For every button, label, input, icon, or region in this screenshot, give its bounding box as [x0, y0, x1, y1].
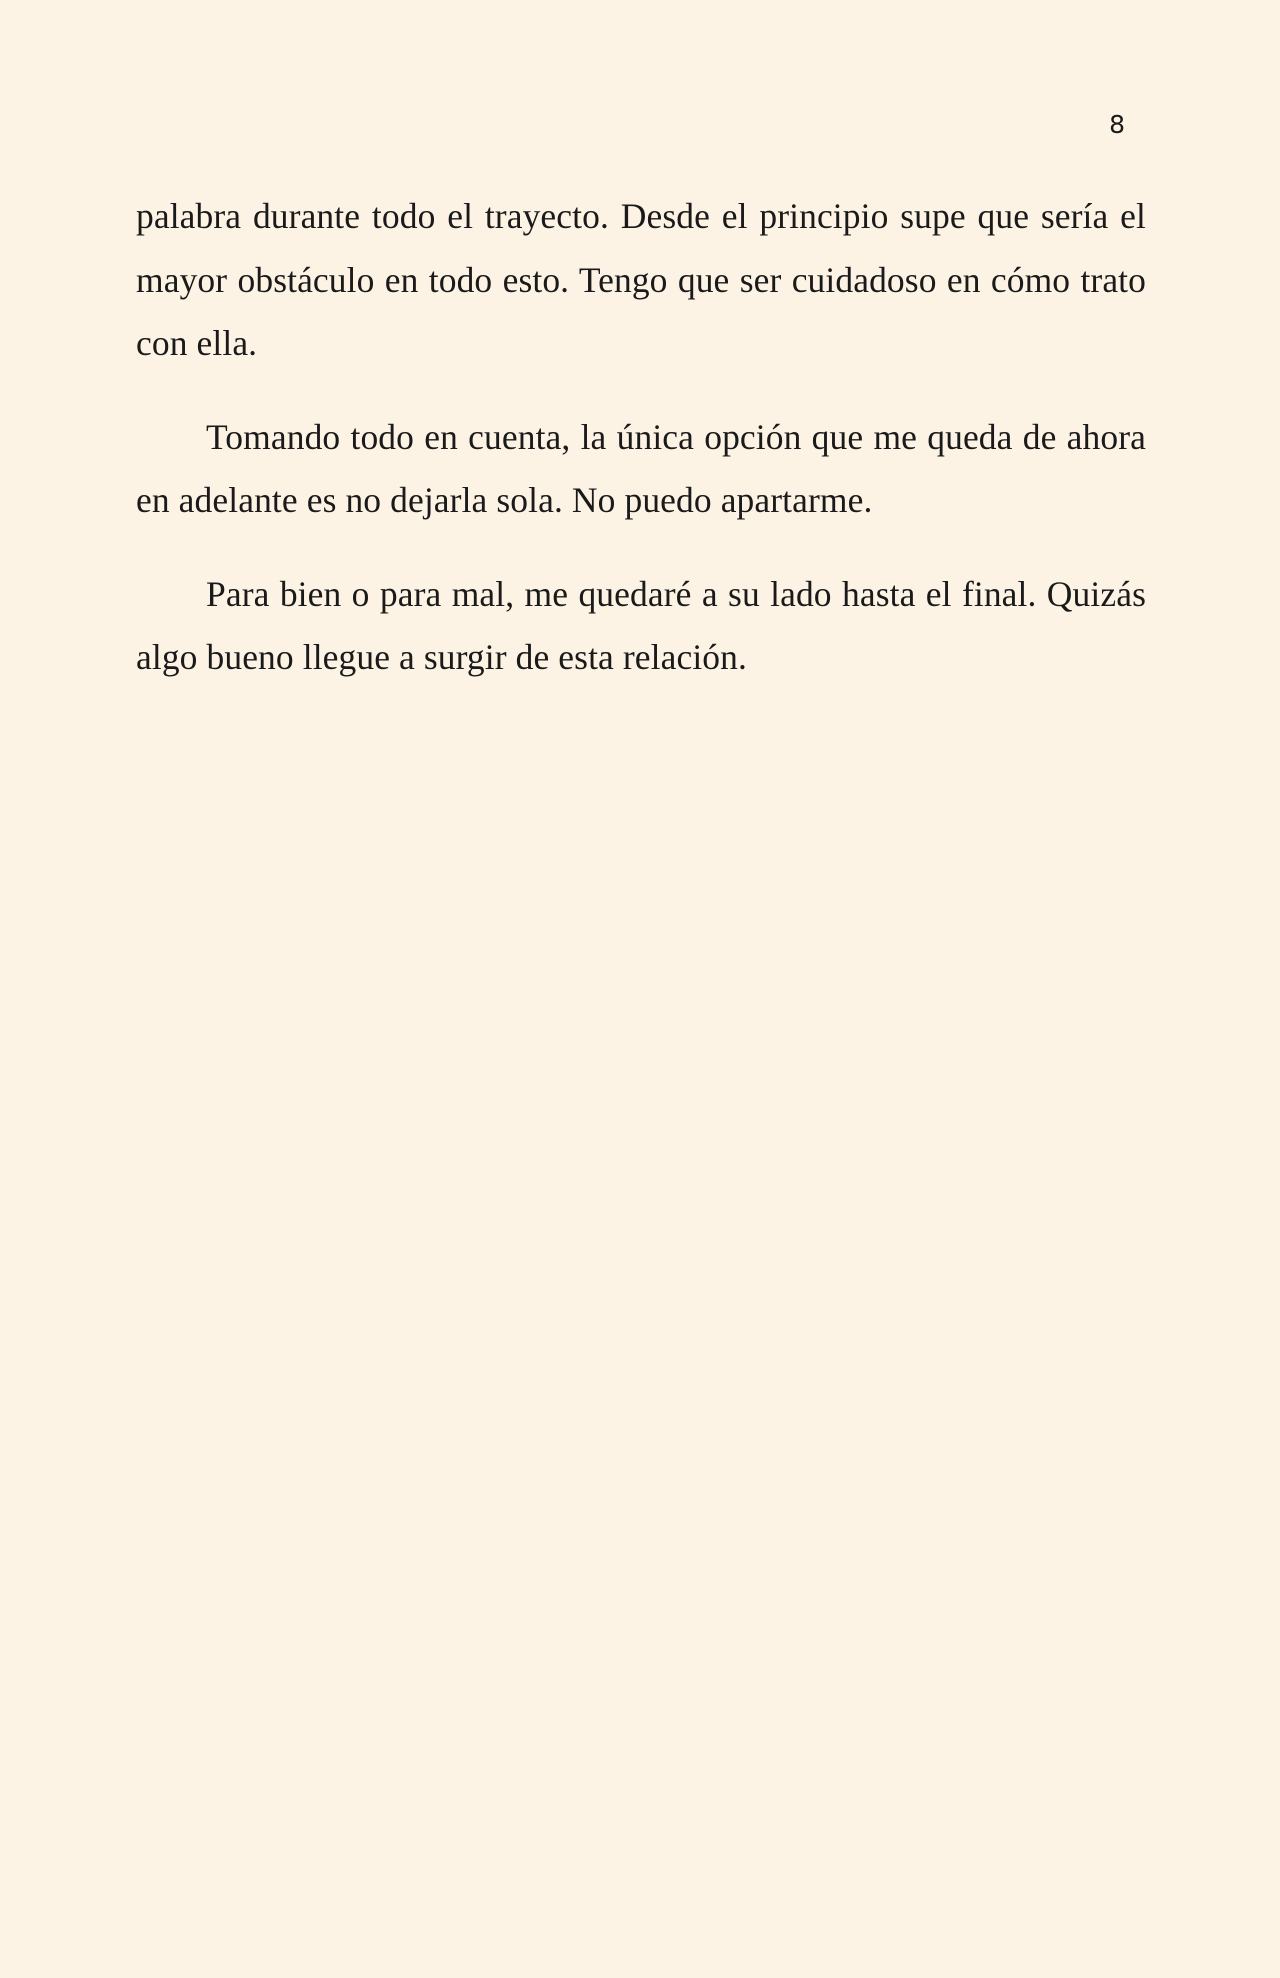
page-number: 8: [1109, 110, 1125, 139]
paragraph: Para bien o para mal, me quedaré a su lado hasta el final. Quizás algo bueno llegue a surgir de esta relación.: [136, 573, 1146, 678]
paragraph: palabra durante todo el trayecto. Desde el principio supe que sería el mayor obstáculo en todo esto. Tengo que ser cuidadoso en cómo trato con ella.: [136, 196, 1146, 364]
paragraph: Tomando todo en cuenta, la única opción que me queda de ahora en adelante es no dejarla sola. No puedo apartarme.: [136, 416, 1146, 521]
page-body-text: [136, 185, 1146, 690]
